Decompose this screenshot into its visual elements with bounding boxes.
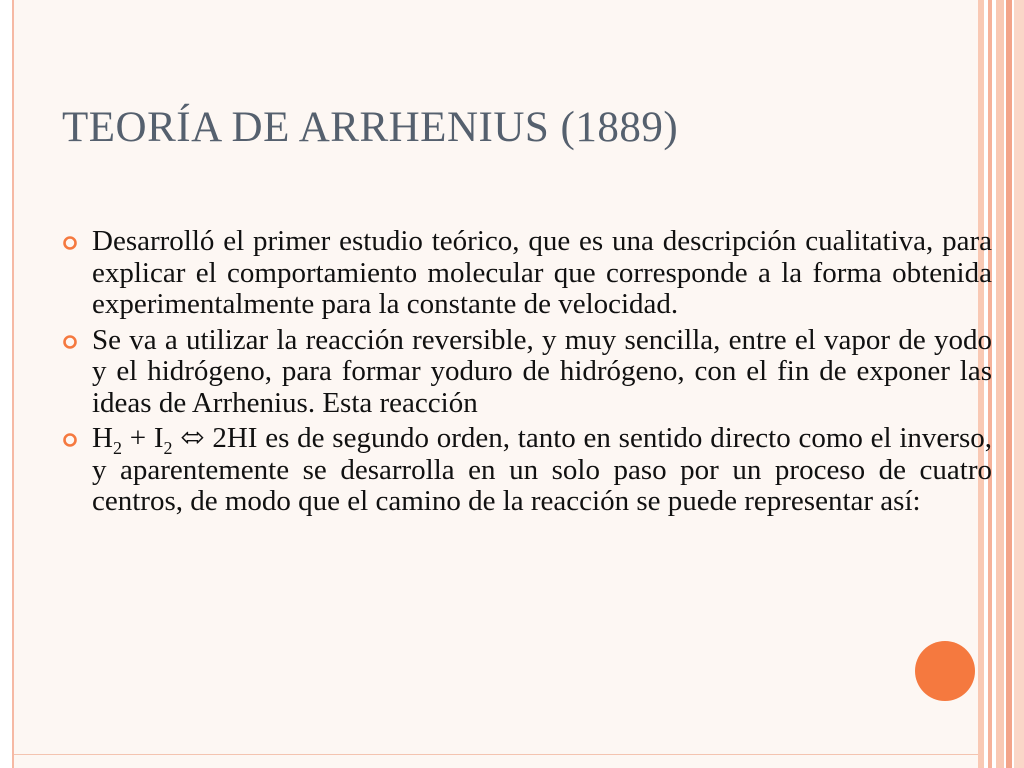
bullet-text: es de segundo orden, tanto en sentido directo como el inverso, y aparentemente se desarrolla en un solo paso por un proceso de cuatro centros, de modo que el camino de la reacción se puede representar así: <box>92 422 992 517</box>
bullet-list <box>62 226 992 522</box>
orange-dot-decoration <box>915 641 975 701</box>
reactant-iodine: I <box>153 422 164 454</box>
bullet-text: Desarrolló el primer estudio teórico, que es una descripción cualitativa, para explicar el comportamiento molecular que corresponde a la forma obtenida experimentalmente para la constante de velocidad. <box>92 225 992 320</box>
slide-title: TEORÍA DE ARRHENIUS (1889) <box>62 104 679 151</box>
plus-sign: + <box>121 422 154 454</box>
right-decor-bar <box>996 0 1004 768</box>
subscript: 2 <box>163 438 173 458</box>
right-decor-bar <box>1014 0 1024 768</box>
equilibrium-arrow-icon: ⬄ <box>172 422 213 454</box>
circle-bullet-icon <box>62 334 78 350</box>
bullet-text: Se va a utilizar la reacción reversible, y muy sencilla, entre el vapor de yodo y el hidrógeno, para formar yoduro de hidrógeno, con el fin de exponer las ideas de Arrhenius. Esta reacción <box>92 323 992 419</box>
right-decor-bar <box>1006 0 1012 768</box>
bullet-item <box>62 226 992 321</box>
panel-bottom-rule <box>14 754 978 755</box>
bullet-item <box>62 325 992 420</box>
reactant-hydrogen: H <box>92 422 113 454</box>
product-hi: 2HI <box>212 422 258 454</box>
circle-bullet-icon <box>62 235 78 251</box>
reaction-equation <box>92 422 258 458</box>
bullet-item <box>62 423 992 518</box>
circle-bullet-icon <box>62 432 78 448</box>
subscript: 2 <box>112 438 122 458</box>
